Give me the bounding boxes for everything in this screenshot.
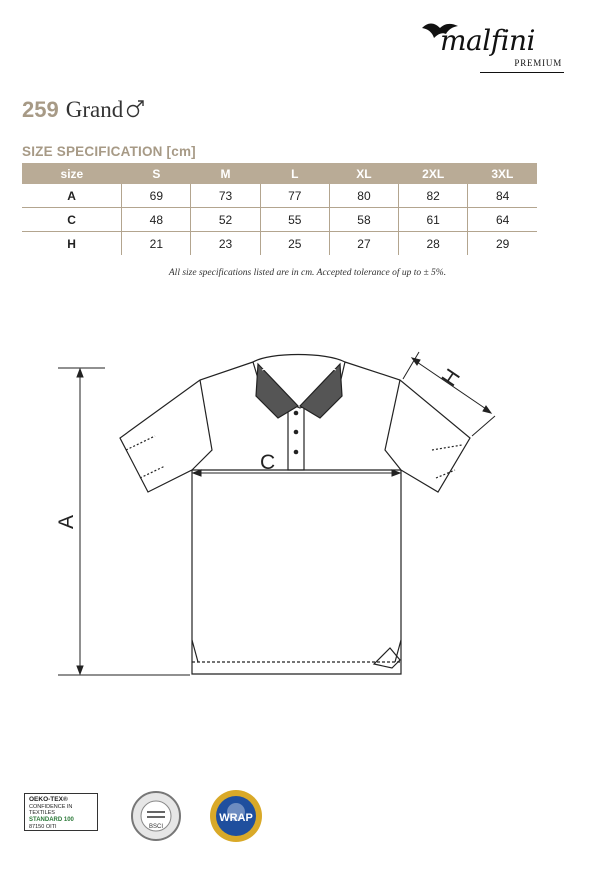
dimension-c-label: C xyxy=(260,451,276,474)
table-cell: H xyxy=(67,236,76,251)
dimension-h-label: H xyxy=(437,365,465,391)
oeko-standard: STANDARD 100 xyxy=(29,816,74,823)
table-header: M xyxy=(191,163,260,184)
table-cell: 69 xyxy=(122,184,191,208)
table-cell: 80 xyxy=(329,184,398,208)
table-cell: 48 xyxy=(122,208,191,232)
table-cell: 25 xyxy=(260,232,329,256)
table-cell: 52 xyxy=(191,208,260,232)
table-cell: 58 xyxy=(329,208,398,232)
placket-buttons xyxy=(294,411,299,455)
oeko-title: OEKO-TEX® xyxy=(29,796,68,803)
table-cell: 21 xyxy=(122,232,191,256)
table-cell: 82 xyxy=(399,184,468,208)
table-cell: 27 xyxy=(329,232,398,256)
oeko-number: 87150 OITI xyxy=(29,824,57,831)
table-cell: 23 xyxy=(191,232,260,256)
oeko-subtitle: CONFIDENCE IN TEXTILES xyxy=(29,803,73,817)
table-cell: 29 xyxy=(468,232,537,256)
spec-heading: SIZE SPECIFICATION [cm] xyxy=(22,144,196,159)
brand-sub: PREMIUM xyxy=(514,58,562,68)
wrap-seal-icon xyxy=(208,788,264,844)
table-cell: 28 xyxy=(399,232,468,256)
table-header: size xyxy=(22,163,122,184)
table-cell: 61 xyxy=(399,208,468,232)
certification-badges xyxy=(0,785,595,845)
brand-name: malfini xyxy=(440,24,536,57)
dimension-a-label: A xyxy=(55,514,79,530)
bsci-seal-icon xyxy=(130,790,182,842)
tolerance-note: All size specifications listed are in cm. Accepted tolerance of up to ± 5%. xyxy=(168,268,447,278)
table-cell: A xyxy=(22,184,122,208)
table-header: XL xyxy=(329,163,398,184)
product-number: 259 xyxy=(22,97,59,122)
table-cell: 73 xyxy=(191,184,260,208)
oeko-tex-badge xyxy=(24,793,98,831)
table-header: 3XL xyxy=(468,163,537,184)
table-cell: C xyxy=(22,208,122,232)
collar xyxy=(253,355,345,419)
table-cell: 64 xyxy=(468,208,537,232)
bsci-label: BSCI xyxy=(148,824,164,830)
wrap-label: WRAP xyxy=(219,812,253,824)
table-header: L xyxy=(260,163,329,184)
dimension-c-line xyxy=(193,470,400,476)
table-header: 2XL xyxy=(399,163,468,184)
table-cell: 84 xyxy=(468,184,537,208)
table-header: S xyxy=(122,163,191,184)
table-cell: 55 xyxy=(260,208,329,232)
product-name: Grand xyxy=(65,97,124,122)
shirt-body-outline xyxy=(120,362,470,674)
table-cell: 77 xyxy=(260,184,329,208)
